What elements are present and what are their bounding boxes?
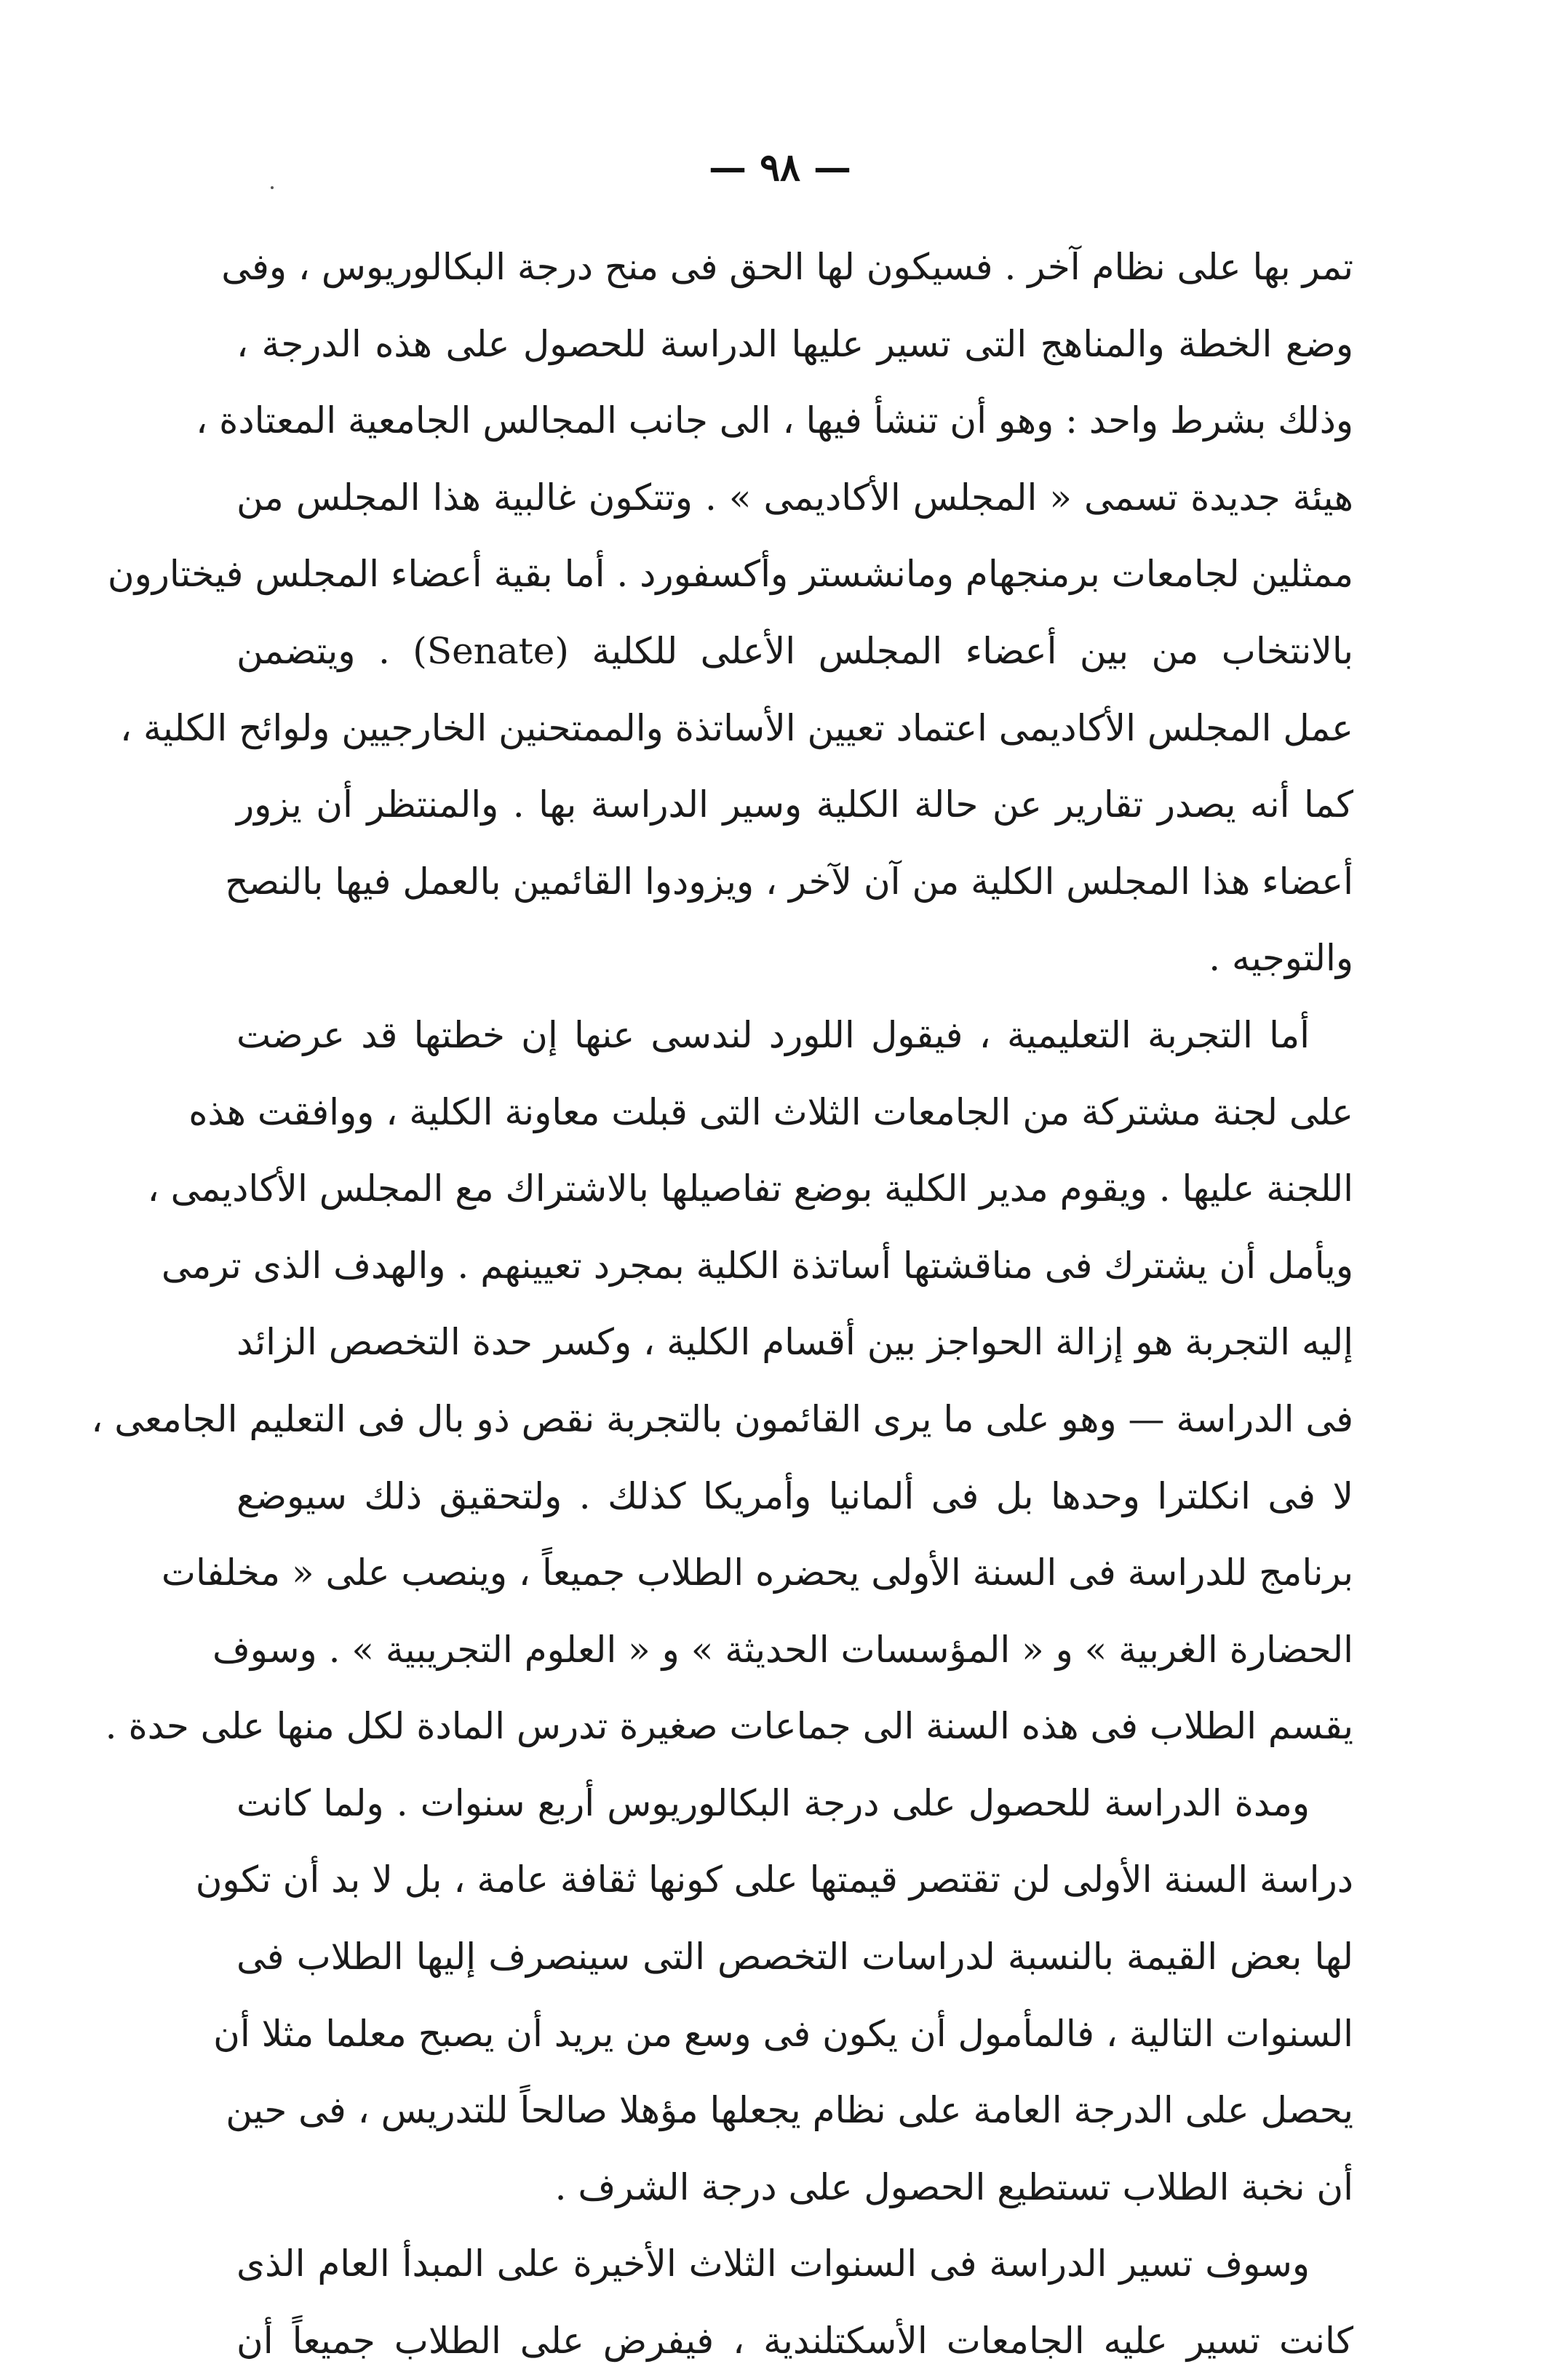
text-line: دراسة السنة الأولى لن تقتصر قيمتها على كونها ثقافة عامة ، بل لا بد أن تكون [195, 1858, 1353, 1901]
paragraph-3 [195, 1765, 1353, 2227]
text-line: كانت تسير عليه الجامعات الأسكتلندية ، فيفرض على الطلاب جميعاً أن [236, 2320, 1353, 2363]
text-line: ومدة الدراسة للحصول على درجة البكالوريوس أربع سنوات . ولما كانت [236, 1781, 1310, 1824]
text-line: لا فى انكلترا وحدها بل فى ألمانيا وأمريكا كذلك . ولتحقيق ذلك سيوضع [236, 1474, 1353, 1517]
text-line: يقسم الطلاب فى هذه السنة الى جماعات صغيرة تدرس المادة لكل منها على حدة . [105, 1705, 1353, 1748]
paragraph-4 [236, 2226, 1353, 2379]
text-line: أما التجربة التعليمية ، فيقول اللورد لندسى عنها إن خطتها قد عرضت [236, 1013, 1310, 1056]
text-line: يحصل على الدرجة العامة على نظام يجعلها مؤهلا صالحاً للتدريس ، فى حين [226, 2089, 1353, 2132]
text-line: إليه التجربة هو إزالة الحواجز بين أقسام الكلية ، وكسر حدة التخصص الزائد [236, 1321, 1353, 1364]
body-text [91, 229, 1354, 2380]
text-line: هيئة جديدة تسمى « المجلس الأكاديمى » . وتتكون غالبية هذا المجلس من [236, 476, 1353, 519]
paragraph-1 [107, 229, 1354, 997]
text-line: عمل المجلس الأكاديمى اعتماد تعيين الأساتذة والممتحنين الخارجيين ولوائح الكلية ، [120, 706, 1353, 749]
paragraph-2 [91, 997, 1353, 1765]
text-line: اللجنة عليها . ويقوم مدير الكلية بوضع تفاصيلها بالاشتراك مع المجلس الأكاديمى ، [147, 1167, 1353, 1210]
text-line: وسوف تسير الدراسة فى السنوات الثلاث الأخيرة على المبدأ العام الذى [236, 2243, 1310, 2285]
text-line: والتوجيه . [1209, 937, 1353, 980]
text-line: لها بعض القيمة بالنسبة لدراسات التخصص التى سينصرف إليها الطلاب فى [236, 1936, 1353, 1978]
text-line: السنوات التالية ، فالمأمول أن يكون فى وسع من يريد أن يصبح معلما مثلا أن [213, 2012, 1353, 2055]
text-line: أن نخبة الطلاب تستطيع الحصول على درجة الشرف . [554, 2165, 1353, 2208]
text-line: ممثلين لجامعات برمنجهام ومانشستر وأكسفورد . أما بقية أعضاء المجلس فيختارون [107, 553, 1353, 596]
text-line: تمر بها على نظام آخر . فسيكون لها الحق فى منح درجة البكالوريوس ، وفى [221, 246, 1353, 288]
text-line: برنامج للدراسة فى السنة الأولى يحضره الطلاب جميعاً ، وينصب على « مخلفات [161, 1552, 1353, 1594]
text-line: أعضاء هذا المجلس الكلية من آن لآخر ، ويزودوا القائمين بالعمل فيها بالنصح [225, 860, 1353, 903]
text-line: بالانتخاب من بين أعضاء المجلس الأعلى للكلية (Senate) . ويتضمن [236, 629, 1354, 672]
text-line: الحضارة الغربية » و « المؤسسات الحديثة » و « العلوم التجريبية » . وسوف [212, 1628, 1353, 1671]
text-line: على لجنة مشتركة من الجامعات الثلاث التى قبلت معاونة الكلية ، ووافقت هذه [188, 1090, 1353, 1133]
text-line: فى الدراسة — وهو على ما يرى القائمون بالتجربة نقص ذو بال فى التعليم الجامعى ، [91, 1397, 1353, 1440]
text-line: وضع الخطة والمناهج التى تسير عليها الدراسة للحصول على هذه الدرجة ، [236, 322, 1353, 365]
text-line: كما أنه يصدر تقارير عن حالة الكلية وسير الدراسة بها . والمنتظر أن يزور [236, 783, 1353, 826]
text-line: ويأمل أن يشترك فى مناقشتها أساتذة الكلية بمجرد تعيينهم . والهدف الذى ترمى [161, 1244, 1353, 1287]
text-line: وذلك بشرط واحد : وهو أن تنشأ فيها ، الى جانب المجالس الجامعية المعتادة ، [196, 399, 1353, 442]
page-number: — ٩٨ — [708, 145, 852, 190]
